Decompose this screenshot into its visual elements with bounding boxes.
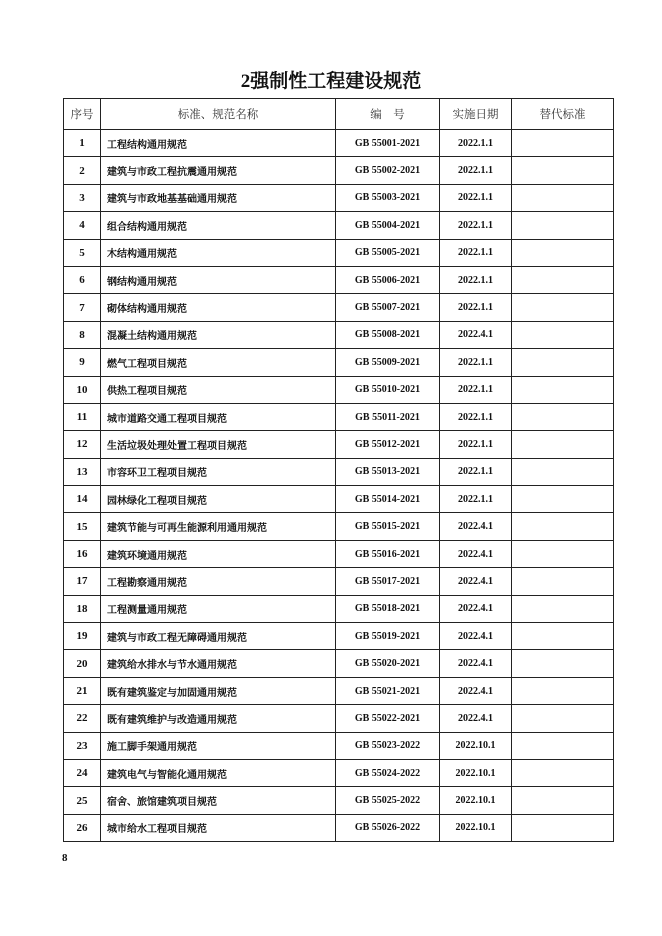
effective-date: 2022.1.1 <box>440 431 512 458</box>
standard-name: 既有建筑维护与改造通用规范 <box>101 705 336 732</box>
replacement-standard <box>512 349 614 376</box>
effective-date: 2022.1.1 <box>440 239 512 266</box>
table-header-row <box>64 99 614 130</box>
replacement-standard <box>512 513 614 540</box>
standard-code: GB 55021-2021 <box>336 677 440 704</box>
table-row <box>64 595 614 622</box>
effective-date: 2022.1.1 <box>440 294 512 321</box>
effective-date: 2022.1.1 <box>440 130 512 157</box>
standard-code: GB 55007-2021 <box>336 294 440 321</box>
row-index: 26 <box>64 814 101 841</box>
replacement-standard <box>512 376 614 403</box>
effective-date: 2022.4.1 <box>440 321 512 348</box>
effective-date: 2022.1.1 <box>440 486 512 513</box>
table-row <box>64 458 614 485</box>
effective-date: 2022.4.1 <box>440 540 512 567</box>
row-index: 23 <box>64 732 101 759</box>
row-index: 5 <box>64 239 101 266</box>
effective-date: 2022.1.1 <box>440 184 512 211</box>
replacement-standard <box>512 650 614 677</box>
table-row <box>64 294 614 321</box>
header-name: 标准、规范名称 <box>101 99 336 130</box>
row-index: 3 <box>64 184 101 211</box>
table-row <box>64 732 614 759</box>
standard-name: 建筑与市政工程抗震通用规范 <box>101 157 336 184</box>
effective-date: 2022.4.1 <box>440 650 512 677</box>
replacement-standard <box>512 157 614 184</box>
standard-code: GB 55002-2021 <box>336 157 440 184</box>
table-row <box>64 677 614 704</box>
replacement-standard <box>512 705 614 732</box>
standard-code: GB 55022-2021 <box>336 705 440 732</box>
effective-date: 2022.10.1 <box>440 732 512 759</box>
header-index: 序号 <box>64 99 101 130</box>
standard-code: GB 55024-2022 <box>336 759 440 786</box>
row-index: 24 <box>64 759 101 786</box>
standard-name: 生活垃圾处理处置工程项目规范 <box>101 431 336 458</box>
row-index: 15 <box>64 513 101 540</box>
standard-name: 建筑电气与智能化通用规范 <box>101 759 336 786</box>
standard-name: 市容环卫工程项目规范 <box>101 458 336 485</box>
header-date: 实施日期 <box>440 99 512 130</box>
standard-code: GB 55013-2021 <box>336 458 440 485</box>
standard-name: 木结构通用规范 <box>101 239 336 266</box>
table-row <box>64 321 614 348</box>
effective-date: 2022.1.1 <box>440 157 512 184</box>
replacement-standard <box>512 814 614 841</box>
effective-date: 2022.1.1 <box>440 376 512 403</box>
table-row <box>64 157 614 184</box>
effective-date: 2022.10.1 <box>440 814 512 841</box>
replacement-standard <box>512 239 614 266</box>
replacement-standard <box>512 787 614 814</box>
effective-date: 2022.4.1 <box>440 568 512 595</box>
row-index: 8 <box>64 321 101 348</box>
row-index: 11 <box>64 403 101 430</box>
standard-name: 园林绿化工程项目规范 <box>101 486 336 513</box>
page-title: 2强制性工程建设规范 <box>240 71 422 92</box>
effective-date: 2022.1.1 <box>440 458 512 485</box>
table-row <box>64 376 614 403</box>
row-index: 4 <box>64 212 101 239</box>
standard-code: GB 55010-2021 <box>336 376 440 403</box>
replacement-standard <box>512 458 614 485</box>
standard-code: GB 55014-2021 <box>336 486 440 513</box>
replacement-standard <box>512 540 614 567</box>
table-row <box>64 759 614 786</box>
effective-date: 2022.4.1 <box>440 513 512 540</box>
table-row <box>64 212 614 239</box>
standard-name: 建筑给水排水与节水通用规范 <box>101 650 336 677</box>
replacement-standard <box>512 130 614 157</box>
effective-date: 2022.10.1 <box>440 787 512 814</box>
table-row <box>64 239 614 266</box>
table-row <box>64 568 614 595</box>
table-row <box>64 403 614 430</box>
row-index: 17 <box>64 568 101 595</box>
standard-code: GB 55006-2021 <box>336 266 440 293</box>
row-index: 25 <box>64 787 101 814</box>
standard-name: 供热工程项目规范 <box>101 376 336 403</box>
table-row <box>64 650 614 677</box>
table-row <box>64 184 614 211</box>
effective-date: 2022.1.1 <box>440 403 512 430</box>
row-index: 21 <box>64 677 101 704</box>
standard-name: 城市给水工程项目规范 <box>101 814 336 841</box>
standard-name: 砌体结构通用规范 <box>101 294 336 321</box>
row-index: 13 <box>64 458 101 485</box>
standard-code: GB 55004-2021 <box>336 212 440 239</box>
standard-name: 既有建筑鉴定与加固通用规范 <box>101 677 336 704</box>
standard-code: GB 55025-2022 <box>336 787 440 814</box>
row-index: 19 <box>64 623 101 650</box>
standard-code: GB 55012-2021 <box>336 431 440 458</box>
effective-date: 2022.4.1 <box>440 677 512 704</box>
table-row <box>64 486 614 513</box>
standard-name: 建筑节能与可再生能源利用通用规范 <box>101 513 336 540</box>
table-row <box>64 540 614 567</box>
table-row <box>64 814 614 841</box>
row-index: 22 <box>64 705 101 732</box>
row-index: 18 <box>64 595 101 622</box>
replacement-standard <box>512 568 614 595</box>
replacement-standard <box>512 486 614 513</box>
standard-name: 施工脚手架通用规范 <box>101 732 336 759</box>
effective-date: 2022.1.1 <box>440 266 512 293</box>
row-index: 9 <box>64 349 101 376</box>
row-index: 2 <box>64 157 101 184</box>
standards-table <box>63 98 614 842</box>
standard-name: 工程测量通用规范 <box>101 595 336 622</box>
standard-name: 建筑与市政地基基础通用规范 <box>101 184 336 211</box>
replacement-standard <box>512 759 614 786</box>
standard-name: 建筑与市政工程无障碍通用规范 <box>101 623 336 650</box>
standard-name: 钢结构通用规范 <box>101 266 336 293</box>
replacement-standard <box>512 266 614 293</box>
effective-date: 2022.4.1 <box>440 705 512 732</box>
standard-code: GB 55020-2021 <box>336 650 440 677</box>
replacement-standard <box>512 294 614 321</box>
table-row <box>64 349 614 376</box>
row-index: 20 <box>64 650 101 677</box>
replacement-standard <box>512 623 614 650</box>
page-number: 8 <box>62 852 68 864</box>
standard-name: 混凝土结构通用规范 <box>101 321 336 348</box>
table-row <box>64 623 614 650</box>
standard-code: GB 55019-2021 <box>336 623 440 650</box>
effective-date: 2022.1.1 <box>440 349 512 376</box>
replacement-standard <box>512 403 614 430</box>
standard-code: GB 55026-2022 <box>336 814 440 841</box>
standard-code: GB 55003-2021 <box>336 184 440 211</box>
table-row <box>64 130 614 157</box>
replacement-standard <box>512 431 614 458</box>
header-replacement: 替代标准 <box>512 99 614 130</box>
standard-name: 城市道路交通工程项目规范 <box>101 403 336 430</box>
table-row <box>64 705 614 732</box>
replacement-standard <box>512 184 614 211</box>
standard-name: 工程勘察通用规范 <box>101 568 336 595</box>
standard-code: GB 55008-2021 <box>336 321 440 348</box>
row-index: 7 <box>64 294 101 321</box>
header-code: 编 号 <box>336 99 440 130</box>
row-index: 12 <box>64 431 101 458</box>
standard-code: GB 55023-2022 <box>336 732 440 759</box>
standard-code: GB 55005-2021 <box>336 239 440 266</box>
table-row <box>64 787 614 814</box>
standard-name: 燃气工程项目规范 <box>101 349 336 376</box>
effective-date: 2022.4.1 <box>440 623 512 650</box>
standard-name: 组合结构通用规范 <box>101 212 336 239</box>
replacement-standard <box>512 321 614 348</box>
standard-name: 宿舍、旅馆建筑项目规范 <box>101 787 336 814</box>
standard-code: GB 55017-2021 <box>336 568 440 595</box>
standard-code: GB 55001-2021 <box>336 130 440 157</box>
standard-code: GB 55015-2021 <box>336 513 440 540</box>
standard-code: GB 55016-2021 <box>336 540 440 567</box>
replacement-standard <box>512 732 614 759</box>
table-row <box>64 266 614 293</box>
replacement-standard <box>512 212 614 239</box>
standard-code: GB 55018-2021 <box>336 595 440 622</box>
table-row <box>64 513 614 540</box>
row-index: 6 <box>64 266 101 293</box>
row-index: 1 <box>64 130 101 157</box>
row-index: 16 <box>64 540 101 567</box>
standard-code: GB 55011-2021 <box>336 403 440 430</box>
effective-date: 2022.10.1 <box>440 759 512 786</box>
row-index: 14 <box>64 486 101 513</box>
standard-code: GB 55009-2021 <box>336 349 440 376</box>
standard-name: 工程结构通用规范 <box>101 130 336 157</box>
standard-name: 建筑环境通用规范 <box>101 540 336 567</box>
replacement-standard <box>512 677 614 704</box>
effective-date: 2022.1.1 <box>440 212 512 239</box>
table-row <box>64 431 614 458</box>
row-index: 10 <box>64 376 101 403</box>
replacement-standard <box>512 595 614 622</box>
effective-date: 2022.4.1 <box>440 595 512 622</box>
